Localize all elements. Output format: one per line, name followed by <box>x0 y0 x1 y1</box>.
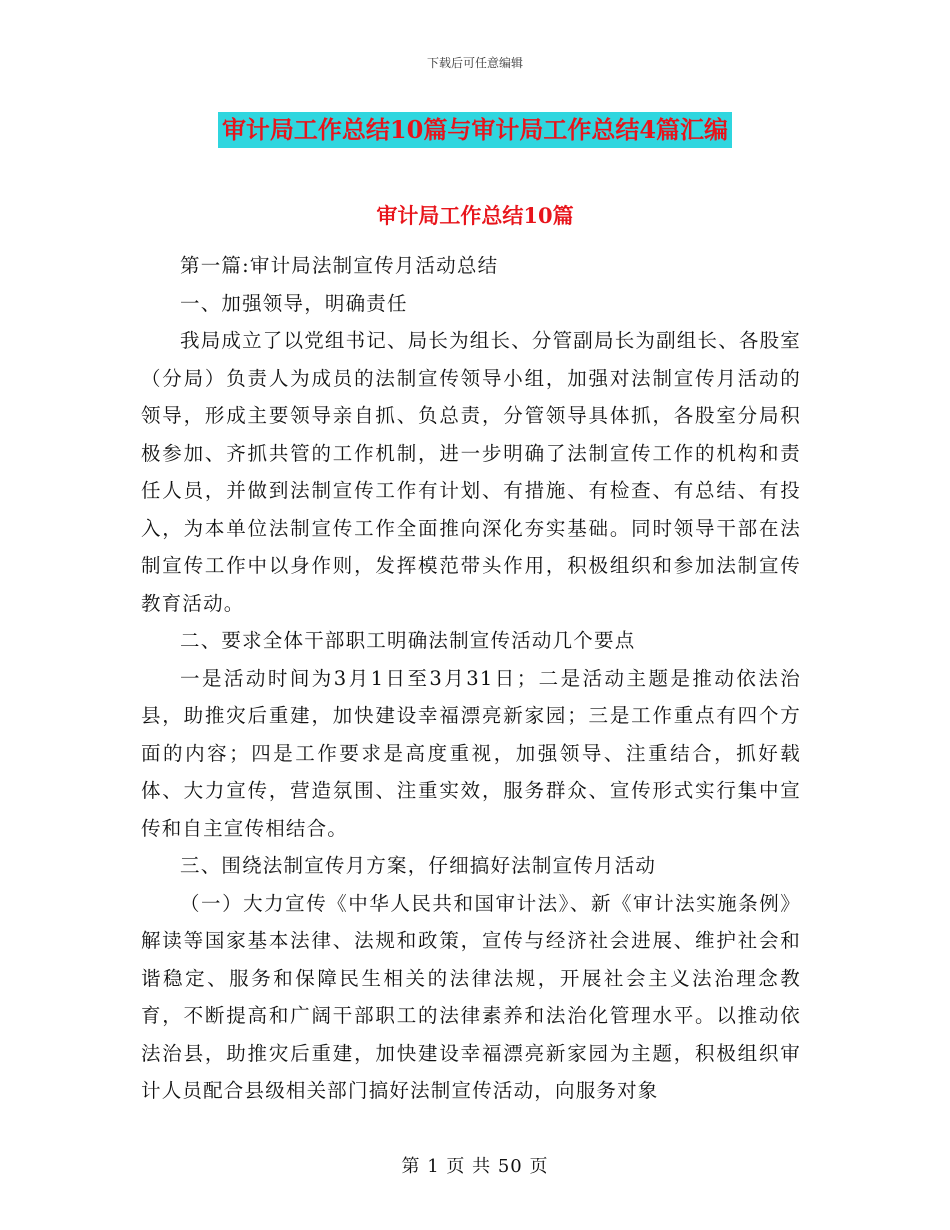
section-title: 审计局工作总结10篇 <box>376 203 574 228</box>
page-footer: 第 1 页 共 50 页 <box>401 1156 549 1177</box>
main-title: 审计局工作总结10篇与审计局工作总结4篇汇编 <box>218 112 732 148</box>
paragraph-chapter-title: 第一篇:审计局法制宣传月活动总结 <box>180 254 499 277</box>
header-note: 下载后可任意编辑 <box>426 56 523 70</box>
paragraph-heading-1: 一、加强领导，明确责任 <box>180 291 408 315</box>
main-title-container <box>0 112 950 148</box>
body-text <box>141 247 801 1110</box>
paragraph-body-1: 我局成立了以党组书记、局长为组长、分管副局长为副组长、各股室（分局）负责人为成员的法制宣传领导小组，加强对法制宣传月活动的领导，形成主要领导亲自抓、负总责，分管领导具体抓，各股室分局积极参加、齐抓共管的工作机制，进一步明确了法制宣传工作的机构和责任人员，并做到法制宣传工作有计划、有措施、有检查、有总结、有投入，为本单位法制宣传工作全面推向深化夯实基础。同时领导干部在法制宣传工作中以身作则，发挥模范带头作用，积极组织和参加法制宣传教育活动。 <box>141 329 802 615</box>
paragraph-heading-3: 三、围绕法制宣传月方案，仔细搞好法制宣传月活动 <box>180 854 657 877</box>
paragraph-body-3: （一）大力宣传《中华人民共和国审计法》、新《审计法实施条例》解读等国家基本法律、法规和政策，宣传与经济社会进展、维护社会和谐稳定、服务和保障民生相关的法律法规，开展社会主义法治理念教育，不断提高和广阔干部职工的法律素养和法治化管理水平。以推动依法治县，助推灾后重建，加快建设幸福漂亮新家园为主题，积极组织审计人员配合县级相关部门搞好法制宣传活动，向服务对象 <box>141 891 801 1102</box>
paragraph-body-2: 一是活动时间为3月1日至3月31日；二是活动主题是推动依法治县，助推灾后重建，加快建设幸福漂亮新家园；三是工作重点有四个方面的内容；四是工作要求是高度重视，加强领导、注重结合，抓好载体、大力宣传，营造氛围、注重实效，服务群众、宣传形式实行集中宣传和自主宣传相结合。 <box>141 666 801 840</box>
paragraph-heading-2: 二、要求全体干部职工明确法制宣传活动几个要点 <box>180 629 636 652</box>
